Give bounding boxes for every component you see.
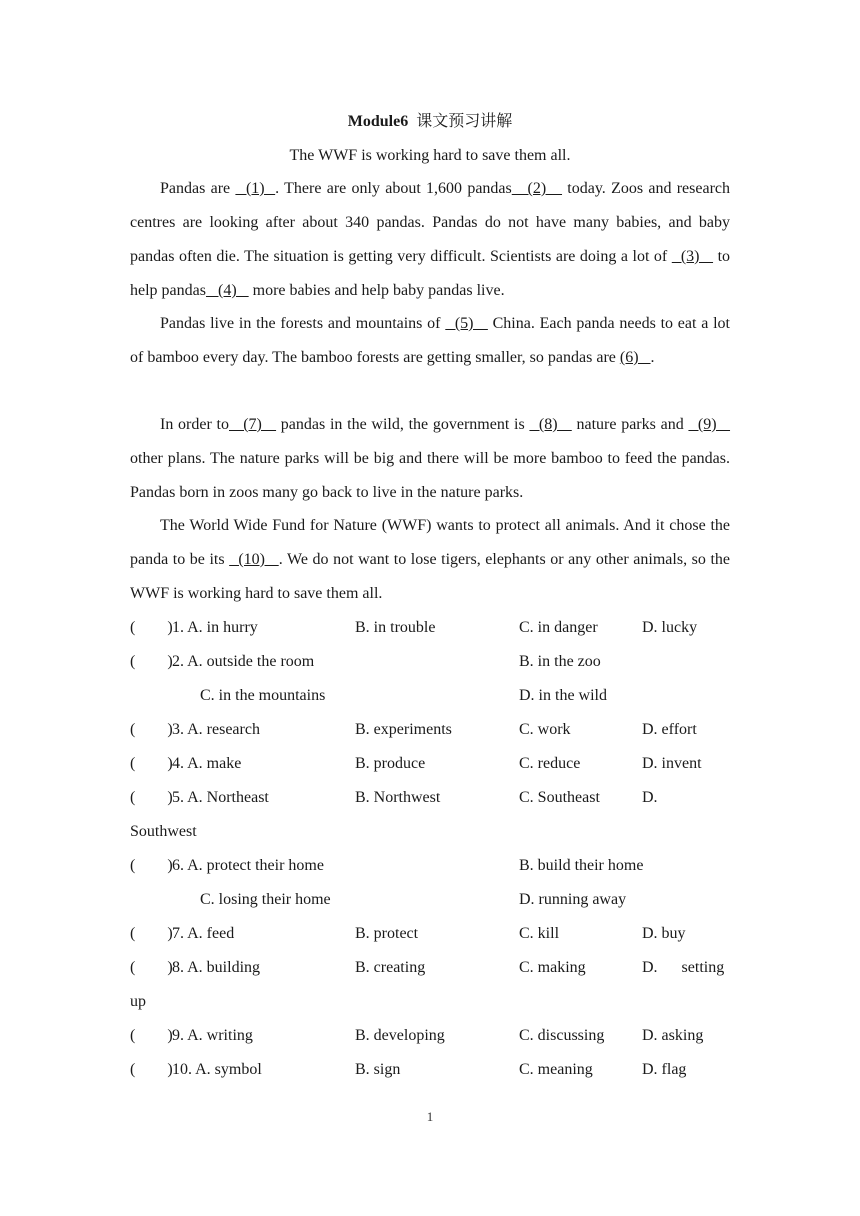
text-run: The World Wide Fund for Nature (WWF) wants to protect all animals. And it chose the panda to be its (130, 517, 730, 568)
option-c: C. in the mountains (200, 687, 326, 704)
text-run: . (650, 349, 655, 366)
page-title (0, 111, 860, 133)
answer-bracket: ( ) (130, 755, 173, 772)
option-d: D. (642, 789, 658, 806)
option-c: C. meaning (519, 1061, 593, 1078)
answer-bracket: ( ) (130, 1061, 173, 1078)
answer-bracket: ( ) (130, 1027, 173, 1044)
option-b: B. produce (355, 755, 426, 772)
option-a: 1. A. in hurry (172, 619, 258, 636)
option-b: B. protect (355, 925, 419, 942)
question-2 (130, 645, 730, 679)
question-5 (130, 781, 730, 815)
option-d: D. asking (642, 1027, 704, 1044)
option-c: C. kill (519, 925, 560, 942)
option-d: D. invent (642, 755, 702, 772)
blank-2: (2) (511, 180, 563, 197)
question-6 (130, 849, 730, 883)
answer-bracket: ( ) (130, 653, 173, 670)
option-d: D. lucky (642, 619, 698, 636)
paragraph-3 (130, 408, 730, 510)
option-a: 4. A. make (172, 755, 242, 772)
question-10 (130, 1053, 730, 1087)
text-run: more babies and help baby pandas live. (248, 282, 505, 299)
question-2-cont (130, 679, 730, 713)
answer-bracket: ( ) (130, 959, 173, 976)
option-b: B. in trouble (355, 619, 436, 636)
option-b: B. developing (355, 1027, 445, 1044)
option-c: C. losing their home (200, 891, 331, 908)
question-7 (130, 917, 730, 951)
option-c: C. discussing (519, 1027, 605, 1044)
title-chinese: 课文预习讲解 (416, 113, 513, 130)
option-c: C. reduce (519, 755, 581, 772)
title-english: Module6 (347, 113, 409, 130)
option-d: D. in the wild (519, 687, 607, 704)
question-5-cont (130, 815, 730, 849)
blank-8: (8) (529, 416, 572, 433)
option-d: D. buy (642, 925, 686, 942)
text-run: China. Each panda needs to eat a lot of bamboo every day. The bamboo forests are getting smaller, so pandas are (130, 315, 731, 366)
text-run: to help pandas (130, 248, 731, 299)
page-number: 1 (426, 1109, 434, 1124)
option-c: C. making (519, 959, 586, 976)
option-d: D. effort (642, 721, 697, 738)
option-a: 8. A. building (172, 959, 261, 976)
question-4 (130, 747, 730, 781)
option-a: 6. A. protect their home (172, 857, 324, 874)
text-run: . We do not want to lose tigers, elephants or any other animals, so the WWF is working hard to save them all. (130, 551, 730, 602)
option-d: D. flag (642, 1061, 687, 1078)
option-d: D. running away (519, 891, 627, 908)
answer-bracket: ( ) (130, 857, 173, 874)
option-a: 3. A. research (172, 721, 260, 738)
option-a: 5. A. Northeast (172, 789, 269, 806)
option-d-wrap: Southwest (130, 823, 197, 840)
option-a: 10. A. symbol (172, 1061, 262, 1078)
option-b: B. in the zoo (519, 653, 601, 670)
blank-10: (10) (229, 551, 279, 568)
text-run: In order to (160, 416, 229, 433)
answer-bracket: ( ) (130, 721, 173, 738)
blank-6: (6) (619, 349, 651, 366)
question-8-cont (130, 985, 730, 1019)
option-b: B. creating (355, 959, 426, 976)
text-run: today. Zoos and research centres are looking after about 340 pandas. Pandas do not have many babies, and baby pandas often die. The situation is getting very difficult. Scientists are doing a lot of (130, 180, 731, 265)
blank-4: (4) (205, 282, 249, 299)
answer-bracket: ( ) (130, 789, 173, 806)
blank-5: (5) (445, 315, 488, 332)
blank-9: (9) (688, 416, 731, 433)
text-run: other plans. The nature parks will be big and there will be more bamboo to feed the pandas. Pandas born in zoos many go back to live in the nature parks. (130, 450, 730, 501)
option-b: B. Northwest (355, 789, 441, 806)
paragraph-1 (130, 172, 730, 308)
question-3 (130, 713, 730, 747)
paragraph-2 (130, 307, 730, 375)
option-c: C. in danger (519, 619, 598, 636)
option-a: 9. A. writing (172, 1027, 253, 1044)
answer-bracket: ( ) (130, 619, 173, 636)
option-b: B. sign (355, 1061, 401, 1078)
option-c: C. Southeast (519, 789, 600, 806)
text-run: . There are only about 1,600 pandas (275, 180, 512, 197)
question-6-cont (130, 883, 730, 917)
question-8 (130, 951, 730, 985)
option-d: D. setting (642, 959, 725, 976)
question-1 (130, 611, 730, 645)
answer-bracket: ( ) (130, 925, 173, 942)
question-9 (130, 1019, 730, 1053)
blank-7: (7) (229, 416, 277, 433)
blank-3: (3) (671, 248, 714, 265)
text-run: nature parks and (571, 416, 689, 433)
option-b: B. experiments (355, 721, 452, 738)
text-run: Pandas are (160, 180, 236, 197)
option-d-wrap: up (130, 993, 146, 1010)
option-b: B. build their home (519, 857, 644, 874)
option-a: 2. A. outside the room (172, 653, 315, 670)
blank-1: (1) (235, 180, 276, 197)
option-c: C. work (519, 721, 571, 738)
paragraph-4 (130, 509, 730, 611)
text-run: Pandas live in the forests and mountains of (160, 315, 446, 332)
option-a: 7. A. feed (172, 925, 235, 942)
passage-title: The WWF is working hard to save them all. (289, 147, 571, 164)
text-run: pandas in the wild, the government is (276, 416, 530, 433)
